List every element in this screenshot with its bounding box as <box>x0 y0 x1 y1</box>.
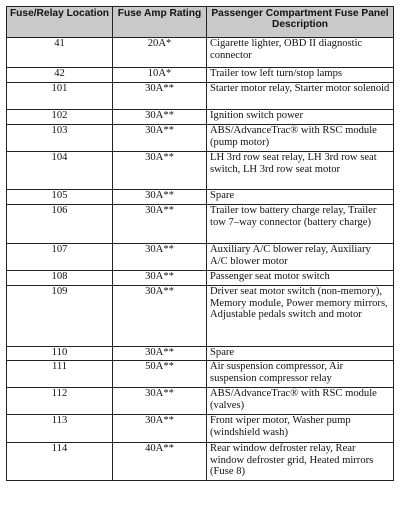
header-rating: Fuse Amp Rating <box>113 7 207 38</box>
fuse-description-cell: Cigarette lighter, OBD II diagnostic connector <box>207 38 394 68</box>
fuse-location-cell: 113 <box>7 415 113 443</box>
fuse-location-cell: 106 <box>7 205 113 244</box>
fuse-rating-cell: 30A** <box>113 190 207 205</box>
table-row <box>7 443 394 481</box>
fuse-description-cell: Passenger seat motor switch <box>207 271 394 286</box>
fuse-table <box>6 6 394 481</box>
table-row <box>7 68 394 83</box>
fuse-location-cell: 112 <box>7 388 113 415</box>
table-row <box>7 286 394 347</box>
fuse-description-cell: Air suspension compressor, Air suspension compressor relay <box>207 361 394 388</box>
fuse-description-cell: Driver seat motor switch (non-memory), Memory module, Power memory mirrors, Adjustable pedals switch and motor <box>207 286 394 347</box>
table-row <box>7 347 394 361</box>
table-row <box>7 244 394 271</box>
fuse-location-cell: 107 <box>7 244 113 271</box>
fuse-location-cell: 109 <box>7 286 113 347</box>
fuse-description-cell: Spare <box>207 190 394 205</box>
fuse-description-cell: Trailer tow left turn/stop lamps <box>207 68 394 83</box>
fuse-description-cell: ABS/AdvanceTrac® with RSC module (pump motor) <box>207 125 394 152</box>
fuse-location-cell: 101 <box>7 83 113 110</box>
fuse-rating-cell: 30A** <box>113 286 207 347</box>
fuse-rating-cell: 50A** <box>113 361 207 388</box>
table-header-row <box>7 7 394 38</box>
fuse-rating-cell: 30A** <box>113 205 207 244</box>
header-location: Fuse/Relay Location <box>7 7 113 38</box>
fuse-description-cell: Rear window defroster relay, Rear window defroster grid, Heated mirrors (Fuse 8) <box>207 443 394 481</box>
table-row <box>7 152 394 190</box>
fuse-location-cell: 105 <box>7 190 113 205</box>
table-row <box>7 83 394 110</box>
fuse-description-cell: Starter motor relay, Starter motor solenoid <box>207 83 394 110</box>
table-row <box>7 388 394 415</box>
fuse-table-container <box>6 6 393 481</box>
fuse-rating-cell: 30A** <box>113 244 207 271</box>
table-row <box>7 38 394 68</box>
fuse-description-cell: Spare <box>207 347 394 361</box>
table-row <box>7 271 394 286</box>
table-body <box>7 38 394 481</box>
fuse-location-cell: 104 <box>7 152 113 190</box>
fuse-description-cell: Trailer tow battery charge relay, Trailer tow 7–way connector (battery charge) <box>207 205 394 244</box>
table-row <box>7 205 394 244</box>
fuse-location-cell: 41 <box>7 38 113 68</box>
table-row <box>7 125 394 152</box>
header-description: Passenger Compartment Fuse Panel Description <box>207 7 394 38</box>
table-row <box>7 415 394 443</box>
table-row <box>7 110 394 125</box>
fuse-description-cell: Auxiliary A/C blower relay, Auxiliary A/C blower motor <box>207 244 394 271</box>
fuse-rating-cell: 40A** <box>113 443 207 481</box>
fuse-rating-cell: 30A** <box>113 271 207 286</box>
fuse-rating-cell: 30A** <box>113 83 207 110</box>
fuse-description-cell: Front wiper motor, Washer pump (windshield wash) <box>207 415 394 443</box>
fuse-rating-cell: 30A** <box>113 347 207 361</box>
fuse-rating-cell: 10A* <box>113 68 207 83</box>
fuse-description-cell: Ignition switch power <box>207 110 394 125</box>
fuse-description-cell: LH 3rd row seat relay, LH 3rd row seat switch, LH 3rd row seat motor <box>207 152 394 190</box>
fuse-location-cell: 103 <box>7 125 113 152</box>
fuse-description-cell: ABS/AdvanceTrac® with RSC module (valves) <box>207 388 394 415</box>
fuse-rating-cell: 30A** <box>113 152 207 190</box>
table-row <box>7 361 394 388</box>
fuse-rating-cell: 30A** <box>113 125 207 152</box>
fuse-location-cell: 108 <box>7 271 113 286</box>
fuse-location-cell: 42 <box>7 68 113 83</box>
fuse-location-cell: 102 <box>7 110 113 125</box>
fuse-location-cell: 111 <box>7 361 113 388</box>
table-row <box>7 190 394 205</box>
fuse-location-cell: 114 <box>7 443 113 481</box>
fuse-rating-cell: 30A** <box>113 388 207 415</box>
fuse-location-cell: 110 <box>7 347 113 361</box>
fuse-rating-cell: 30A** <box>113 415 207 443</box>
fuse-rating-cell: 30A** <box>113 110 207 125</box>
fuse-rating-cell: 20A* <box>113 38 207 68</box>
